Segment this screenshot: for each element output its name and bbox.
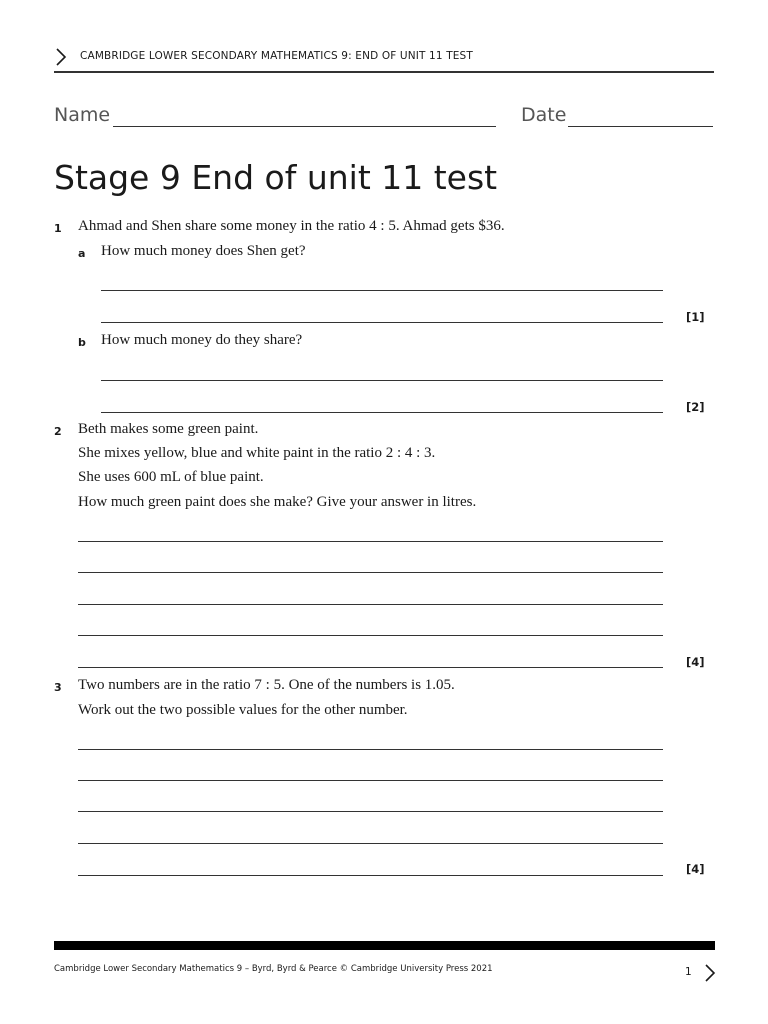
answer-line[interactable] xyxy=(101,380,663,381)
answer-line[interactable] xyxy=(78,667,663,668)
answer-line[interactable] xyxy=(101,290,663,291)
answer-line[interactable] xyxy=(101,322,663,323)
name-field[interactable] xyxy=(113,126,496,127)
footer-bar xyxy=(54,941,715,950)
question-text: She mixes yellow, blue and white paint in the ratio 2 : 4 : 3. xyxy=(78,445,436,461)
answer-line[interactable] xyxy=(78,843,663,844)
mark-allocation: [4] xyxy=(686,862,705,876)
answer-line[interactable] xyxy=(78,749,663,750)
mark-allocation: [2] xyxy=(686,400,705,414)
date-field[interactable] xyxy=(568,126,713,127)
question-text: How much money does Shen get? xyxy=(101,243,306,259)
answer-line[interactable] xyxy=(78,572,663,573)
mark-allocation: [1] xyxy=(686,310,705,324)
part-letter: a xyxy=(78,247,86,260)
header-rule xyxy=(54,71,714,73)
answer-line[interactable] xyxy=(78,635,663,636)
answer-line[interactable] xyxy=(78,604,663,605)
page-number: 1 xyxy=(685,966,692,978)
question-number: 3 xyxy=(54,681,62,694)
chevron-right-icon xyxy=(703,963,717,983)
chevron-right-icon xyxy=(54,47,68,67)
answer-line[interactable] xyxy=(78,541,663,542)
question-number: 2 xyxy=(54,425,62,438)
date-label: Date xyxy=(521,104,567,126)
running-header: CAMBRIDGE LOWER SECONDARY MATHEMATICS 9: END OF UNIT 11 TEST xyxy=(80,50,473,62)
question-number: 1 xyxy=(54,222,62,235)
footer-credit: Cambridge Lower Secondary Mathematics 9 – Byrd, Byrd & Pearce © Cambridge University Press 2021 xyxy=(54,964,493,974)
page-title: Stage 9 End of unit 11 test xyxy=(54,158,498,197)
question-text: Ahmad and Shen share some money in the ratio 4 : 5. Ahmad gets $36. xyxy=(78,218,505,234)
mark-allocation: [4] xyxy=(686,655,705,669)
question-text: She uses 600 mL of blue paint. xyxy=(78,469,264,485)
answer-line[interactable] xyxy=(78,875,663,876)
answer-line[interactable] xyxy=(101,412,663,413)
question-text: Two numbers are in the ratio 7 : 5. One of the numbers is 1.05. xyxy=(78,677,455,693)
part-letter: b xyxy=(78,336,86,349)
answer-line[interactable] xyxy=(78,780,663,781)
name-label: Name xyxy=(54,104,111,126)
answer-line[interactable] xyxy=(78,811,663,812)
question-text: Beth makes some green paint. xyxy=(78,421,259,437)
question-text: How much green paint does she make? Give your answer in litres. xyxy=(78,494,477,510)
question-text: Work out the two possible values for the other number. xyxy=(78,702,408,718)
question-text: How much money do they share? xyxy=(101,332,303,348)
